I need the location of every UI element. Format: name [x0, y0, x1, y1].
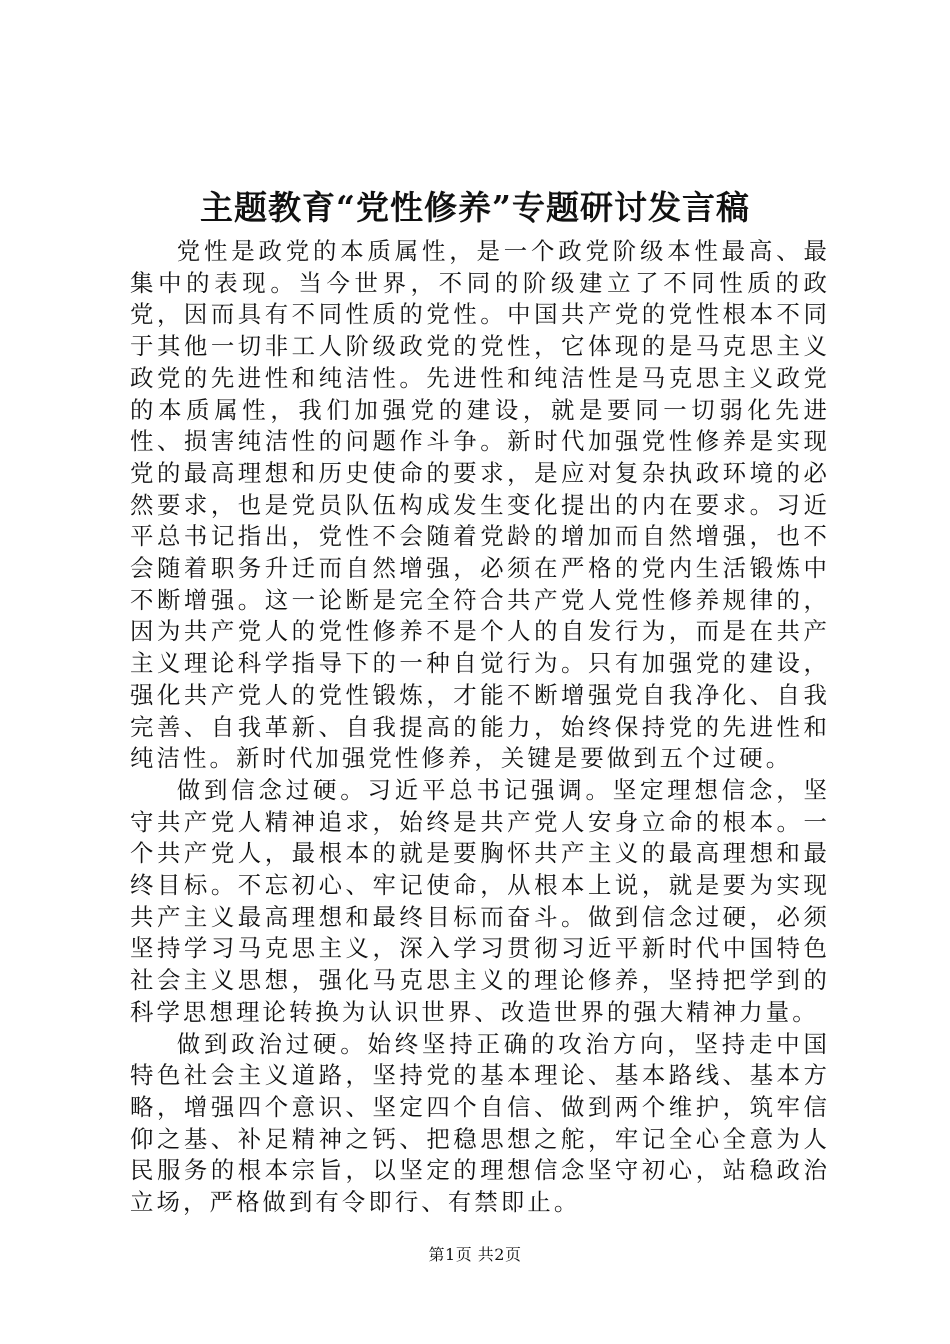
- paragraph-politics: 做到政治过硬。始终坚持正确的攻治方向，坚持走中国特色社会主义道路，坚持党的基本理论、基本路线、基本方略，增强四个意识、坚定四个自信、做到两个维护，筑牢信仰之基、补足精神之钙、把稳思想之舵，牢记全心全意为人民服务的根本宗旨，以坚定的理想信念坚守初心，站稳政治立场，严格做到有令即行、有禁即止。: [130, 1029, 830, 1217]
- paragraph-intro: 党性是政党的本质属性，是一个政党阶级本性最高、最集中的表现。当今世界，不同的阶级建立了不同性质的政党，因而具有不同性质的党性。中国共产党的党性根本不同于其他一切非工人阶级政党的党性，它体现的是马克思主义政党的先进性和纯洁性。先进性和纯洁性是马克思主义政党的本质属性，我们加强党的建设，就是要同一切弱化先进性、损害纯洁性的问题作斗争。新时代加强党性修养是实现党的最高理想和历史使命的要求，是应对复杂执政环境的必然要求，也是党员队伍构成发生变化提出的内在要求。习近平总书记指出，党性不会随着党龄的增加而自然增强，也不会随着职务升迁而自然增强，必须在严格的党内生活锻炼中不断增强。这一论断是完全符合共产党人党性修养规律的，因为共产党人的党性修养不是个人的自发行为，而是在共产主义理论科学指导下的一种自觉行为。只有加强党的建设，强化共产党人的党性锻炼，才能不断增强党自我净化、自我完善、自我革新、自我提高的能力，始终保持党的先进性和纯洁性。新时代加强党性修养，关键是要做到五个过硬。: [130, 237, 830, 773]
- page-footer: 第1页 共2页: [428, 1245, 522, 1264]
- document-title: 主题教育“党性修养”专题研讨发言稿: [200, 188, 750, 227]
- paragraph-belief: 做到信念过硬。习近平总书记强调。坚定理想信念，坚守共产党人精神追求，始终是共产党人安身立命的根本。一个共产党人，最根本的就是要胸怀共产主义的最高理想和最终目标。不忘初心、牢记使命，从根本上说，就是要为实现共产主义最高理想和最终目标而奋斗。做到信念过硬，必须坚持学习马克思主义，深入学习贯彻习近平新时代中国特色社会主义思想，强化马克思主义的理论修养，坚持把学到的科学思想理论转换为认识世界、改造世界的强大精神力量。: [130, 775, 830, 1026]
- document-body: [130, 236, 830, 1219]
